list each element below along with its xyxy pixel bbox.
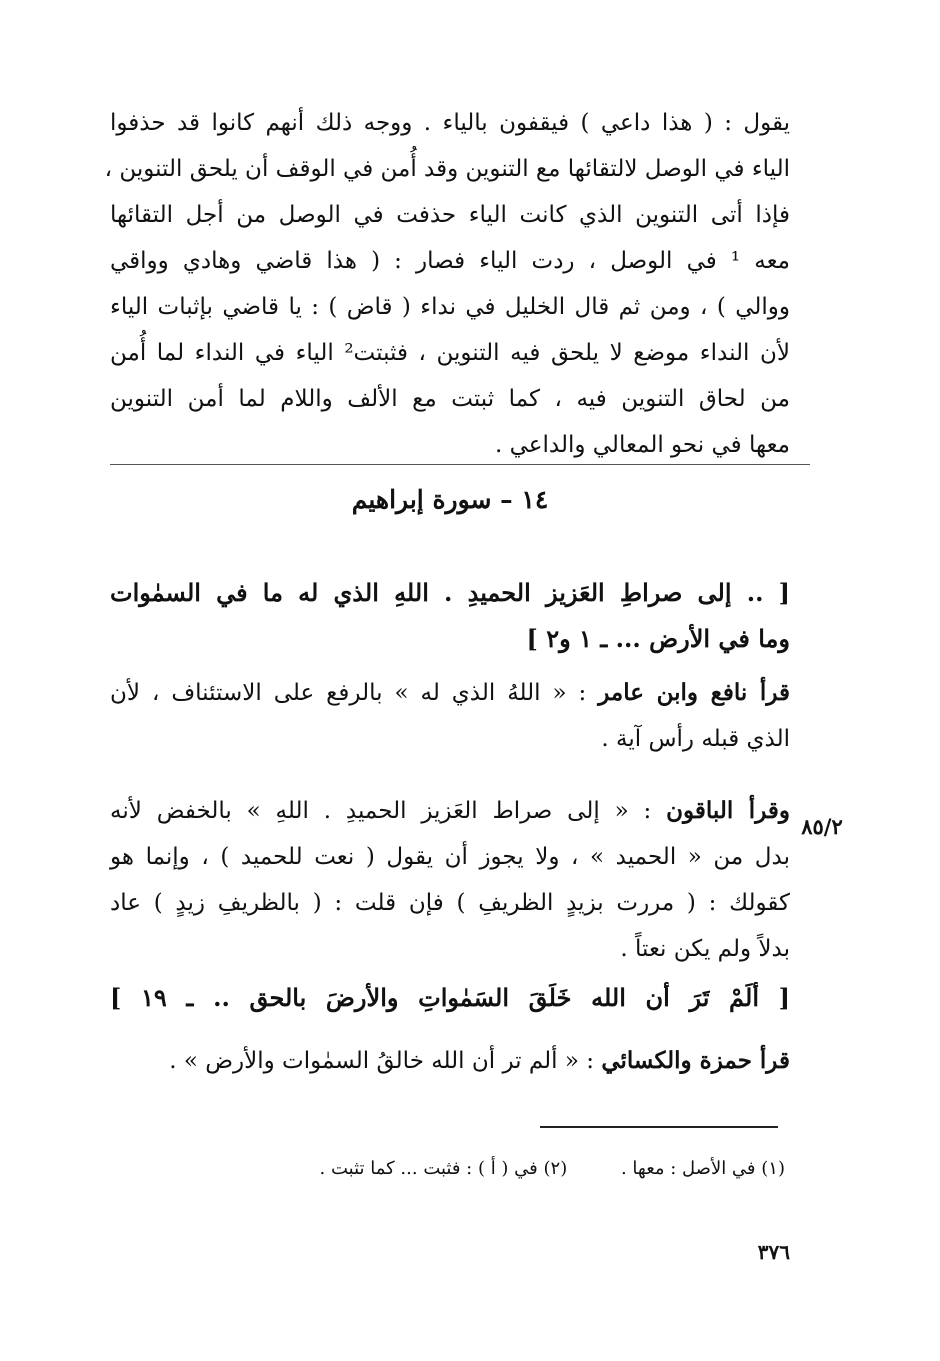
text-line: بدلاً ولم يكن نعتاً . [620, 936, 790, 962]
verse-line: وما في الأرض ... ـ ١ و٢ ] [526, 624, 790, 653]
text-line: الياء في الوصل لالتقائها مع التنوين وقد أُمن في الوقف أن يلحق التنوين ، [104, 156, 790, 182]
footnote-2: (٢) في ( أ ) : فثبت ... كما تثبت . [319, 1158, 568, 1179]
reader-names: وقرأ الباقون [666, 797, 790, 824]
text-line: كقولك : ( مررت بزيدٍ الظريفِ ) فإن قلت : ( بالظريفِ زيدٍ ) عاد [110, 890, 790, 916]
reader-names: قرأ نافع وابن عامر [598, 679, 791, 706]
page-number: ٣٧٦ [757, 1240, 790, 1264]
text-line: لأن النداء موضع لا يلحق فيه التنوين ، فثبتت² الياء في النداء لما أُمن [110, 340, 791, 366]
text-line: فإذا أتى التنوين الذي كانت الياء حذفت في الوصل من أجل التقائها [110, 202, 790, 228]
text-line: ووالي ) ، ومن ثم قال الخليل في نداء ( قاض ) : يا قاضي بإثبات الياء [110, 294, 790, 320]
reader-names: قرأ حمزة والكسائي [601, 1047, 790, 1074]
text-span: : « ألم تر أن الله خالقُ السمٰوات والأرض » . [169, 1048, 602, 1074]
text-span: : « اللهُ الذي له » بالرفع على الاستئناف ، لأن [110, 680, 599, 706]
footnote-divider [540, 1126, 778, 1128]
reading-paragraph-1 [110, 670, 790, 762]
text-line [110, 670, 790, 716]
text-line: يقول : ( هذا داعي ) فيقفون بالياء . ووجه ذلك أنهم كانوا قد حذفوا [110, 110, 790, 136]
text-line: معها في نحو المعالي والداعي . [494, 432, 790, 458]
surah-title: ١٤ – سورة إبراهيم [351, 485, 549, 514]
reading-paragraph-2 [110, 788, 790, 972]
text-line [110, 788, 790, 834]
text-line: معه ¹ في الوصل ، ردت الياء فصار : ( هذا قاضي وهادي وواقي [110, 248, 791, 274]
verse-quote-2 [110, 975, 790, 1021]
margin-reference: ٨٥/٢ [801, 814, 843, 839]
footnotes [110, 1158, 785, 1179]
verse-line: [ .. إلى صراطِ العَزيز الحميدِ . اللهِ الذي له ما في السمٰوات [110, 578, 790, 607]
text-line [110, 1038, 790, 1084]
verse-quote-1 [110, 570, 790, 662]
text-span: : « إلى صراط العَزيز الحميدِ . اللهِ » بالخفض لأنه [110, 798, 667, 824]
reading-paragraph-3 [110, 1038, 790, 1084]
verse-line: [ ألَمْ تَرَ أن الله خَلَقَ السَمٰواتِ والأرضَ بالحق .. ـ ١٩ ] [110, 983, 790, 1012]
footnote-1: (١) في الأصل : معها . [620, 1158, 785, 1179]
section-divider [110, 464, 810, 465]
text-line: بدل من « الحميد » ، ولا يجوز أن يقول ( نعت للحميد ) ، وإنما هو [110, 844, 790, 870]
text-line: الذي قبله رأس آية . [601, 726, 790, 752]
text-line: من لحاق التنوين فيه ، كما ثبتت مع الألف واللام لما أمن التنوين [110, 386, 790, 412]
intro-paragraph [104, 100, 791, 468]
